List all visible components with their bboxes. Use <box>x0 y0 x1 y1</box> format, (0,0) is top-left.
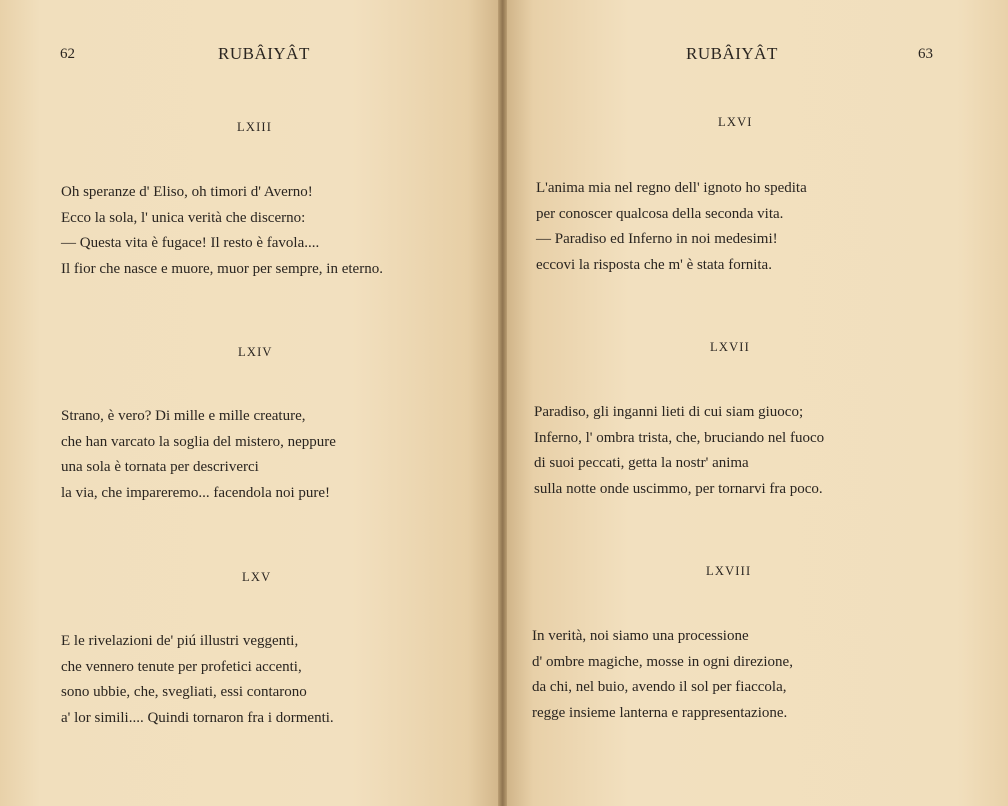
verse-line: che han varcato la soglia del mistero, neppure <box>61 433 336 450</box>
right-page <box>503 0 1008 806</box>
book-gutter <box>498 0 507 806</box>
verse-line: — Paradiso ed Inferno in noi medesimi! <box>536 231 778 247</box>
stanza-text <box>61 629 334 731</box>
stanza-text <box>536 176 807 278</box>
left-page <box>0 0 503 806</box>
verse-line: L'anima mia nel regno dell' ignoto ho spedita <box>536 180 807 196</box>
stanza-numeral: LXVI <box>718 115 753 129</box>
stanza-text <box>61 404 336 506</box>
verse-line: d' ombre magiche, mosse in ogni direzione, <box>532 653 793 670</box>
verse-line: eccovi la risposta che m' è stata fornita. <box>536 256 772 273</box>
verse-line: In verità, noi siamo una processione <box>532 628 749 644</box>
verse-line: — Questa vita è fugace! Il resto è favola.... <box>61 235 320 251</box>
running-head: RUBÂIYÂT <box>686 44 778 63</box>
verse-line: sulla notte onde uscimmo, per tornarvi fra poco. <box>534 480 823 497</box>
verse-line: Strano, è vero? Di mille e mille creature, <box>61 408 306 424</box>
stanza-numeral: LXVIII <box>706 564 752 578</box>
stanza-numeral: LXIII <box>237 120 273 134</box>
verse-line: sono ubbie, che, svegliati, essi contarono <box>61 684 307 700</box>
verse-line: Oh speranze d' Eliso, oh timori d' Averno! <box>61 184 313 200</box>
stanza-text <box>61 180 383 282</box>
stanza-text <box>532 624 793 726</box>
verse-line: E le rivelazioni de' piú illustri veggenti, <box>61 633 299 649</box>
verse-line: che vennero tenute per profetici accenti, <box>61 658 302 675</box>
verse-line: regge insieme lanterna e rappresentazione. <box>532 704 788 721</box>
stanza-numeral: LXV <box>242 570 272 584</box>
stanza-numeral: LXVII <box>710 340 751 354</box>
verse-line: di suoi peccati, getta la nostr' anima <box>534 455 749 471</box>
verse-line: la via, che impareremo... facendola noi pure! <box>61 484 331 501</box>
verse-line: Ecco la sola, l' unica verità che discerno: <box>61 209 306 226</box>
stanza-numeral: LXIV <box>238 345 273 359</box>
verse-line: per conoscer qualcosa della seconda vita. <box>536 205 784 222</box>
verse-line: Il fior che nasce e muore, muor per sempre, in eterno. <box>61 260 383 277</box>
verse-line: Paradiso, gli inganni lieti di cui siam giuoco; <box>534 404 804 420</box>
verse-line: una sola è tornata per descriverci <box>61 459 259 475</box>
verse-line: Inferno, l' ombra trista, che, bruciando nel fuoco <box>534 429 825 446</box>
page-number: 62 <box>60 46 75 62</box>
verse-line: a' lor simili.... Quindi tornaron fra i dormenti. <box>61 709 334 726</box>
page-number: 63 <box>918 46 933 62</box>
verse-line: da chi, nel buio, avendo il sol per fiaccola, <box>532 679 787 695</box>
running-head: RUBÂIYÂT <box>218 44 310 63</box>
stanza-text <box>534 400 824 502</box>
